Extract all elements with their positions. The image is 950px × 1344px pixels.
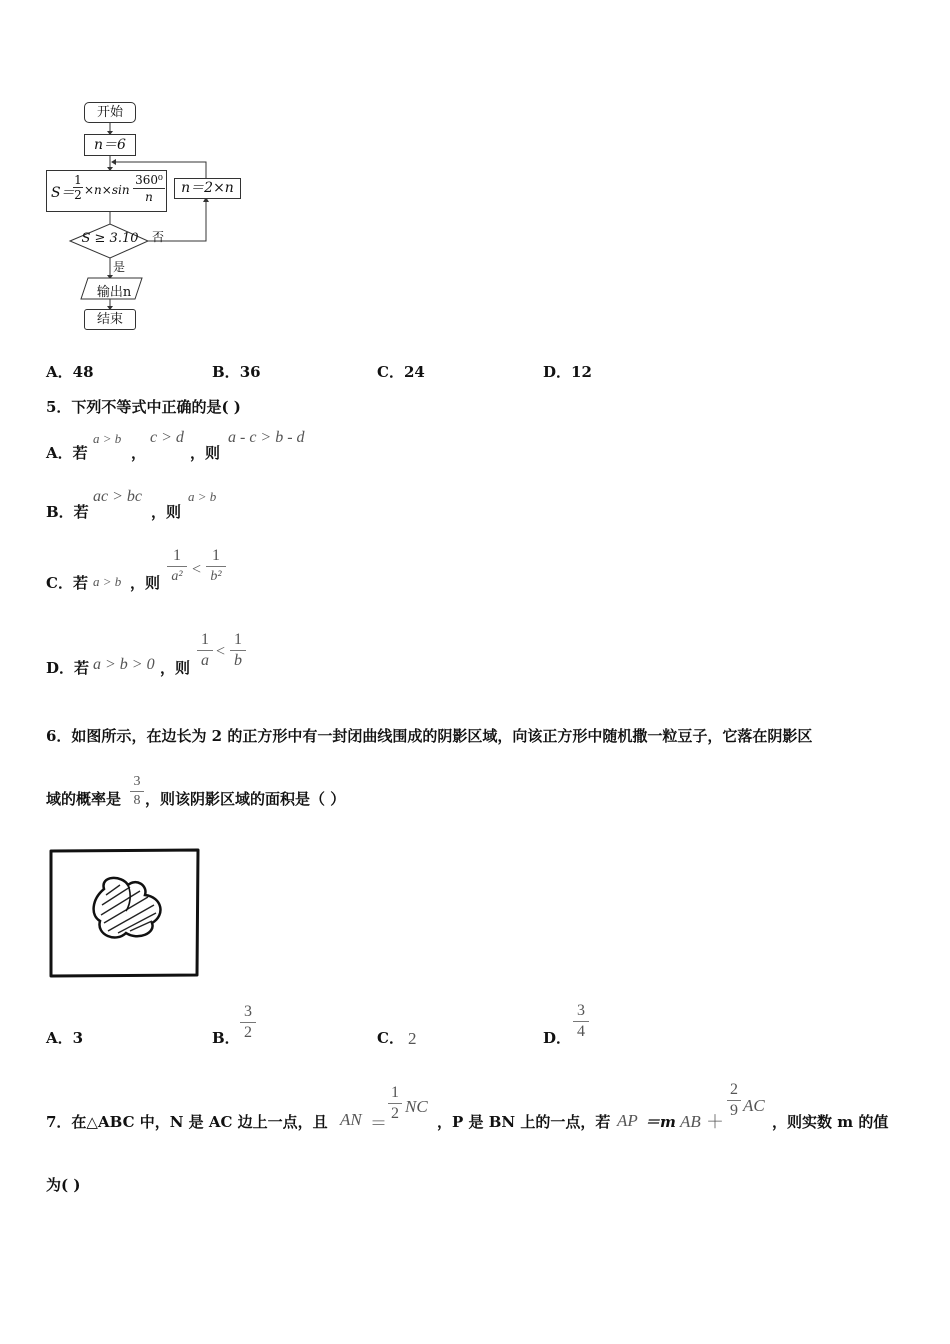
q4-option-b (212, 361, 261, 382)
flowchart-output: 输出n (96, 285, 132, 300)
q5-b-then: ，则 (151, 503, 182, 521)
q5-d-rhs-den: b (234, 652, 242, 669)
q6-line1: 6．如图所示，在边长为 2 的正方形中有一封闭曲线围成的阴影区域，向该正方形中随机撒一粒豆子，它落在阴影区 (46, 727, 813, 745)
q7-eq: ＝ (370, 1114, 387, 1133)
q7-vec-ac: AC (743, 1096, 765, 1115)
q6-option-d-label: D． (543, 1029, 572, 1047)
q5-c-rhs-den: b² (210, 569, 222, 584)
q7-f1-bar (388, 1103, 402, 1104)
formula-s: S＝ (51, 185, 75, 201)
q6-option-b-num: 3 (244, 1003, 252, 1020)
formula-rest: ×n×sin (84, 183, 130, 197)
q6-line2-pre: 域的概率是 (46, 790, 122, 808)
formula-angle (133, 172, 165, 205)
q6-prob-fraction (130, 774, 144, 809)
q5-a-sep: ， (131, 444, 147, 462)
q5-c-lhs-bar (167, 566, 187, 567)
q6-prob-num: 3 (133, 774, 141, 789)
q7-vec-an: AN (340, 1110, 362, 1129)
q7-line2: 为( ) (46, 1176, 81, 1194)
flowchart-formula-box (46, 170, 167, 212)
q6-option-d-num: 3 (577, 1002, 585, 1019)
q6-option-a (46, 1027, 83, 1048)
q5-c-rhs-num: 1 (212, 547, 220, 564)
q5-c-m1: a > b (93, 574, 122, 589)
q6-option-b-fraction (240, 1003, 256, 1042)
q7-f2-num: 2 (730, 1081, 738, 1098)
q6-prob-bar (130, 791, 144, 792)
q5-d-lhs-den: a (201, 652, 209, 669)
flowchart-condition: S ≥ 3.10 (81, 231, 139, 246)
q7-plus: ＋ (706, 1112, 724, 1132)
q5-d-rhs-bar (230, 650, 246, 651)
q7-f2-den: 9 (730, 1102, 738, 1119)
q4-option-d-value: 12 (571, 363, 592, 381)
q6-line2-post: ，则该阴影区域的面积是（ ） (145, 790, 346, 808)
q5-a-m1: a > b (93, 431, 122, 446)
q5-a-then: ，则 (190, 444, 221, 462)
formula-angle-num: 360⁰ (135, 173, 163, 187)
flowchart-yes-label: 是 (113, 260, 126, 274)
q6-option-a-label: A． (46, 1029, 73, 1047)
flowchart-update: n＝2×n (174, 178, 241, 199)
flowchart-end: 结束 (84, 309, 136, 330)
q5-d-label: D．若 (46, 659, 90, 677)
q6-option-b-bar (240, 1022, 256, 1023)
q5-d-lhs-fraction (197, 631, 213, 670)
q5-b-m1: ac > bc (93, 488, 142, 505)
q6-option-c-label: C． (377, 1029, 404, 1047)
q5-d-lhs-num: 1 (201, 631, 209, 648)
flowchart-init: n＝6 (84, 134, 136, 156)
flowchart-no-label: 否 (152, 230, 165, 244)
q6-option-d-den: 4 (577, 1023, 585, 1040)
q5-b-m2: a > b (188, 489, 217, 504)
q6-option-d-fraction (573, 1002, 589, 1041)
q4-option-a-value: 48 (72, 363, 94, 381)
q5-c-rhs-fraction (206, 547, 226, 586)
q5-d-rhs-num: 1 (234, 631, 242, 648)
q5-stem: 5．下列不等式中正确的是( ) (46, 398, 241, 416)
q5-c-op: < (192, 561, 202, 578)
q4-option-c-value: 24 (403, 363, 425, 381)
q7-f1-den: 2 (391, 1105, 399, 1122)
q6-option-a-value: 3 (72, 1029, 84, 1047)
q5-d-m1: a > b > 0 (93, 656, 155, 673)
formula-half (73, 173, 83, 202)
q6-option-b-den: 2 (244, 1024, 252, 1041)
q5-b-label: B．若 (46, 503, 89, 521)
q5-d-lhs-bar (197, 650, 213, 651)
q7-vec-ab: AB (680, 1112, 701, 1131)
q5-a-label: A．若 (46, 444, 88, 462)
q5-a-m2: c > d (150, 429, 184, 446)
q5-d-then: ，则 (160, 659, 191, 677)
q4-option-b-label: B． (212, 363, 240, 381)
q7-pre: 7．在△ABC 中，N 是 AC 边上一点，且 (46, 1113, 328, 1131)
q5-a-m3: a - c > b - d (228, 429, 305, 446)
q5-d-op: < (216, 643, 226, 660)
q5-c-lhs-num: 1 (173, 547, 181, 564)
q5-c-lhs-den: a² (171, 569, 183, 584)
q7-post: ，则实数 m 的值 (772, 1113, 889, 1131)
q5-c-rhs-bar (206, 566, 226, 567)
q7-vec-nc: NC (405, 1097, 428, 1116)
q6-option-d-bar (573, 1021, 589, 1022)
formula-angle-den: n (133, 188, 165, 205)
q4-option-a (46, 361, 94, 382)
q5-d-rhs-fraction (230, 631, 246, 670)
q6-option-c-value: 2 (408, 1029, 417, 1048)
q4-option-d-label: D． (543, 363, 572, 381)
q4-option-a-label: A． (46, 363, 73, 381)
q6-option-b-label: B． (212, 1029, 240, 1047)
q7-f2-bar (727, 1100, 741, 1101)
flowchart-start: 开始 (84, 102, 136, 123)
q5-c-lhs-fraction (167, 547, 187, 586)
q7-f1-num: 1 (391, 1084, 399, 1101)
formula-half-den: 2 (74, 188, 82, 202)
q7-eq-m: ＝m (645, 1113, 676, 1131)
q4-option-d (543, 361, 592, 382)
formula-half-num: 1 (74, 173, 82, 187)
q5-c-label: C．若 (46, 574, 88, 592)
q6-square-figure (44, 845, 206, 981)
q5-c-then: ，则 (130, 574, 161, 592)
q6-prob-den: 8 (133, 793, 141, 808)
q7-vec-ap: AP (617, 1111, 638, 1130)
q7-fraction-2 (727, 1081, 741, 1120)
q7-mid: ，P 是 BN 上的一点，若 (437, 1113, 611, 1131)
q4-option-c (377, 361, 425, 382)
q7-fraction-1 (388, 1084, 402, 1123)
q4-option-c-label: C． (377, 363, 404, 381)
q4-option-b-value: 36 (239, 363, 261, 381)
